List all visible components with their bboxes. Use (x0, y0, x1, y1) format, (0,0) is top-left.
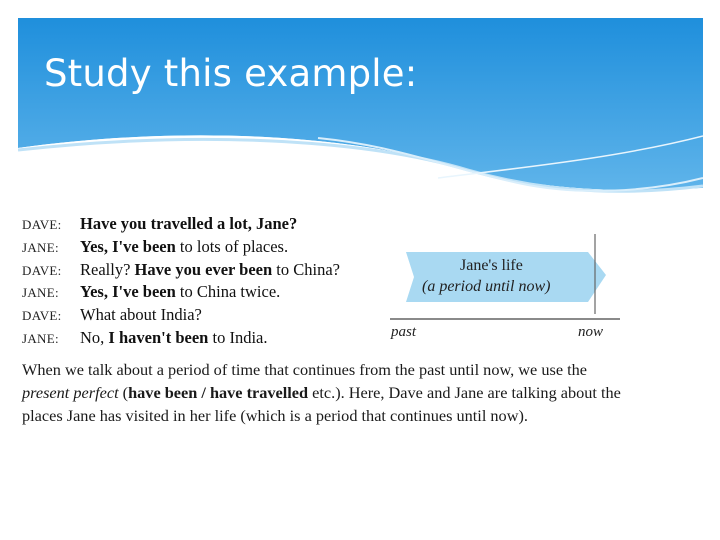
slide-title: Study this example: (44, 52, 418, 95)
speech-bold: Yes, I've been (80, 282, 176, 302)
speech-bold: Have you ever been (134, 259, 273, 279)
header-banner (18, 18, 703, 208)
speech-plain: What about India? (80, 305, 202, 325)
speaker-label: DAVE: (22, 262, 62, 278)
explanation-text: etc.). Here, Dave and Jane are talking about the (308, 383, 621, 402)
dialogue-line (22, 328, 382, 351)
banner-graphic (18, 18, 703, 208)
speech-bold: I haven't been (108, 327, 209, 347)
speech-plain: to China twice. (175, 282, 281, 302)
speech-plain: to India. (208, 327, 268, 347)
speech-plain: Really? (80, 259, 135, 279)
speech-plain: to lots of places. (175, 236, 289, 256)
dialogue (22, 214, 382, 351)
speaker-label: JANE: (22, 239, 59, 255)
speaker-label: DAVE: (22, 217, 62, 232)
explanation-paragraph (22, 358, 702, 427)
speech-text (80, 282, 280, 302)
timeline-diagram (388, 230, 628, 350)
timeline-past-label: past (391, 324, 417, 340)
speech-text (80, 237, 288, 257)
timeline-subheading: (a period until now) (422, 278, 551, 295)
dialogue-line (22, 237, 382, 260)
dialogue-line (22, 260, 382, 283)
explanation-text: ( (118, 383, 129, 402)
speech-text (80, 328, 267, 348)
speech-text (80, 305, 202, 325)
explanation-line-1: When we talk about a period of time that continues from the past until now, we use the (22, 360, 588, 379)
example-forms: have been / have travelled (128, 383, 309, 402)
speech-plain: No, (80, 327, 109, 347)
speech-text (80, 260, 340, 280)
speech-bold: Have you travelled a lot, Jane? (80, 214, 298, 233)
dialogue-line (22, 214, 382, 237)
speech-text (80, 214, 297, 234)
timeline-now-label: now (578, 324, 604, 340)
timeline-heading: Jane's life (460, 257, 523, 274)
speaker-label: JANE: (22, 285, 59, 301)
grammar-term: present perfect (22, 383, 119, 402)
speech-bold: Yes, I've been (80, 236, 176, 256)
speaker-label: DAVE: (22, 308, 62, 324)
dialogue-line (22, 282, 382, 305)
dialogue-line (22, 305, 382, 328)
explanation-line-3: places Jane has visited in her life (which is a period that continues until now). (22, 406, 528, 425)
speaker-label: JANE: (22, 330, 59, 346)
speech-plain: to China? (272, 259, 340, 279)
